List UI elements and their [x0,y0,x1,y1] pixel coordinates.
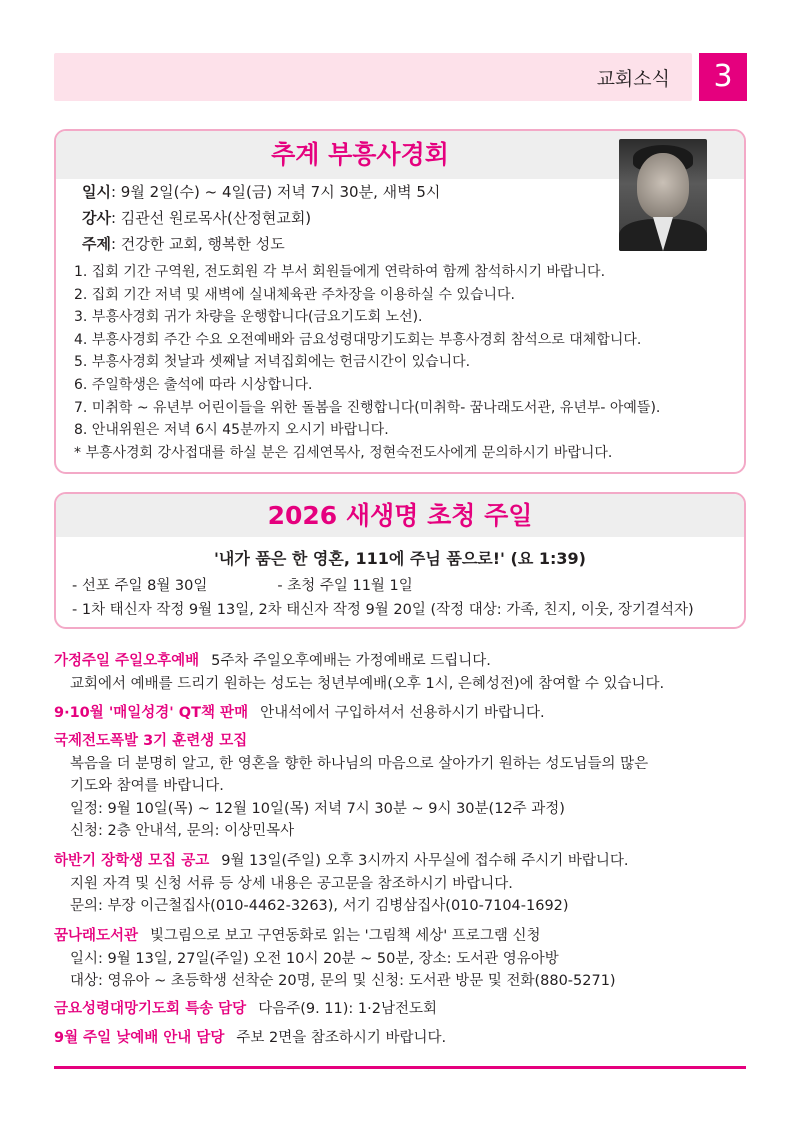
list-item: 7. 미취학 ~ 유년부 어린이들을 위한 돌봄을 진행합니다(미취학- 꿈나래도서관, 유년부- 아예뜰). [74,399,661,416]
list-item: 6. 주일학생은 출석에 따라 시상합니다. [74,376,313,393]
revival-title: 추계 부흥사경회 [56,131,744,179]
announcement-library: 꿈나래도서관 빛그림으로 보고 구연동화로 읽는 '그림책 세상' 프로그램 신청 일시: 9월 13일, 27일(주일) 오전 10시 20분 ~ 50분, 장소: 도서관 영유아방 대상: 영유아 ~ 초등학생 선착순 20명, 문의 및 신청: 도서관 방문 및 전화(880-5271) [54,928,616,990]
speaker-photo [619,139,707,251]
list-item: * 부흥사경회 강사접대를 하실 분은 김세연목사, 정현숙전도사에게 문의하시기 바랍니다. [74,444,613,461]
new-life-commitment: - 1차 태신자 작정 9월 13일, 2차 태신자 작정 9월 20일 (작정 대상: 가족, 친지, 이웃, 장기결석자) [72,602,694,618]
new-life-motto: '내가 품은 한 영혼, 111에 주님 품으로!' (요 1:39) [214,549,586,568]
new-life-title: 2026 새생명 초청 주일 [56,494,744,537]
revival-notice-list [74,261,660,464]
list-item: 8. 안내위원은 저녁 6시 45분까지 오시기 바랍니다. [74,422,389,439]
list-item: 4. 부흥사경회 주간 수요 오전예배와 금요성령대망기도회는 부흥사경회 참석으로 대체합니다. [74,331,642,348]
revival-meeting-box [54,129,746,474]
info-theme: 주제: 건강한 교회, 행복한 성도 [82,235,285,253]
list-item: 2. 집회 기간 저녁 및 새벽에 실내체육관 주차장을 이용하실 수 있습니다. [74,286,515,303]
announcement-scholarship: 하반기 장학생 모집 공고 9월 13일(주일) 오후 3시까지 사무실에 접수해 주시기 바랍니다. 지원 자격 및 신청 서류 등 상세 내용은 공고문을 참조하시기 바랍니다. 문의: 부장 이근철집사(010-4462-3263), 서기 김병삼집사(010-7104-1692) [54,853,629,915]
page-number: 3 [699,53,747,101]
bottom-divider [54,1066,746,1069]
new-life-dates: - 선포 주일 8월 30일 - 초청 주일 11월 1일 [72,578,413,594]
announcement-friday-special-song: 금요성령대망기도회 특송 담당 다음주(9. 11): 1·2남전도회 [54,1001,437,1017]
list-item: 5. 부흥사경회 첫날과 셋째날 저녁집회에는 헌금시간이 있습니다. [74,354,471,371]
info-date: 일시: 9월 2일(수) ~ 4일(금) 저녁 7시 30분, 새벽 5시 [82,183,441,201]
new-life-sunday-box [54,492,746,629]
page-header [54,53,692,101]
announcement-usher-duty: 9월 주일 낮예배 안내 담당 주보 2면을 참조하시기 바랍니다. [54,1030,447,1046]
announcement-family-sunday: 가정주일 주일오후예배 5주차 주일오후예배는 가정예배로 드립니다. 교회에서 예배를 드리기 원하는 성도는 청년부예배(오후 1시, 은혜성전)에 참여할 수 있습니다. [54,653,665,692]
list-item: 1. 집회 기간 구역원, 전도회원 각 부서 회원들에게 연락하여 함께 참석하시기 바랍니다. [74,264,606,280]
info-speaker: 강사: 김관선 원로목사(산정현교회) [82,209,312,227]
announcement-qt-book: 9·10월 '매일성경' QT책 판매 안내석에서 구입하셔서 선용하시기 바랍니다. [54,705,545,721]
section-title: 교회소식 [596,68,670,90]
list-item: 3. 부흥사경회 귀가 차량을 운행합니다(금요기도회 노선). [74,309,423,326]
announcement-evangelism: 국제전도폭발 3기 훈련생 모집 복음을 더 분명히 알고, 한 영혼을 향한 하나님의 마음으로 살아가기 원하는 성도님들의 많은 기도와 참여를 바랍니다. 일정: 9월 10일(목) ~ 12월 10일(목) 저녁 7시 30분 ~ 9시 30분(12주 과정) 신청: 2층 안내석, 문의: 이상민목사 [54,733,649,840]
